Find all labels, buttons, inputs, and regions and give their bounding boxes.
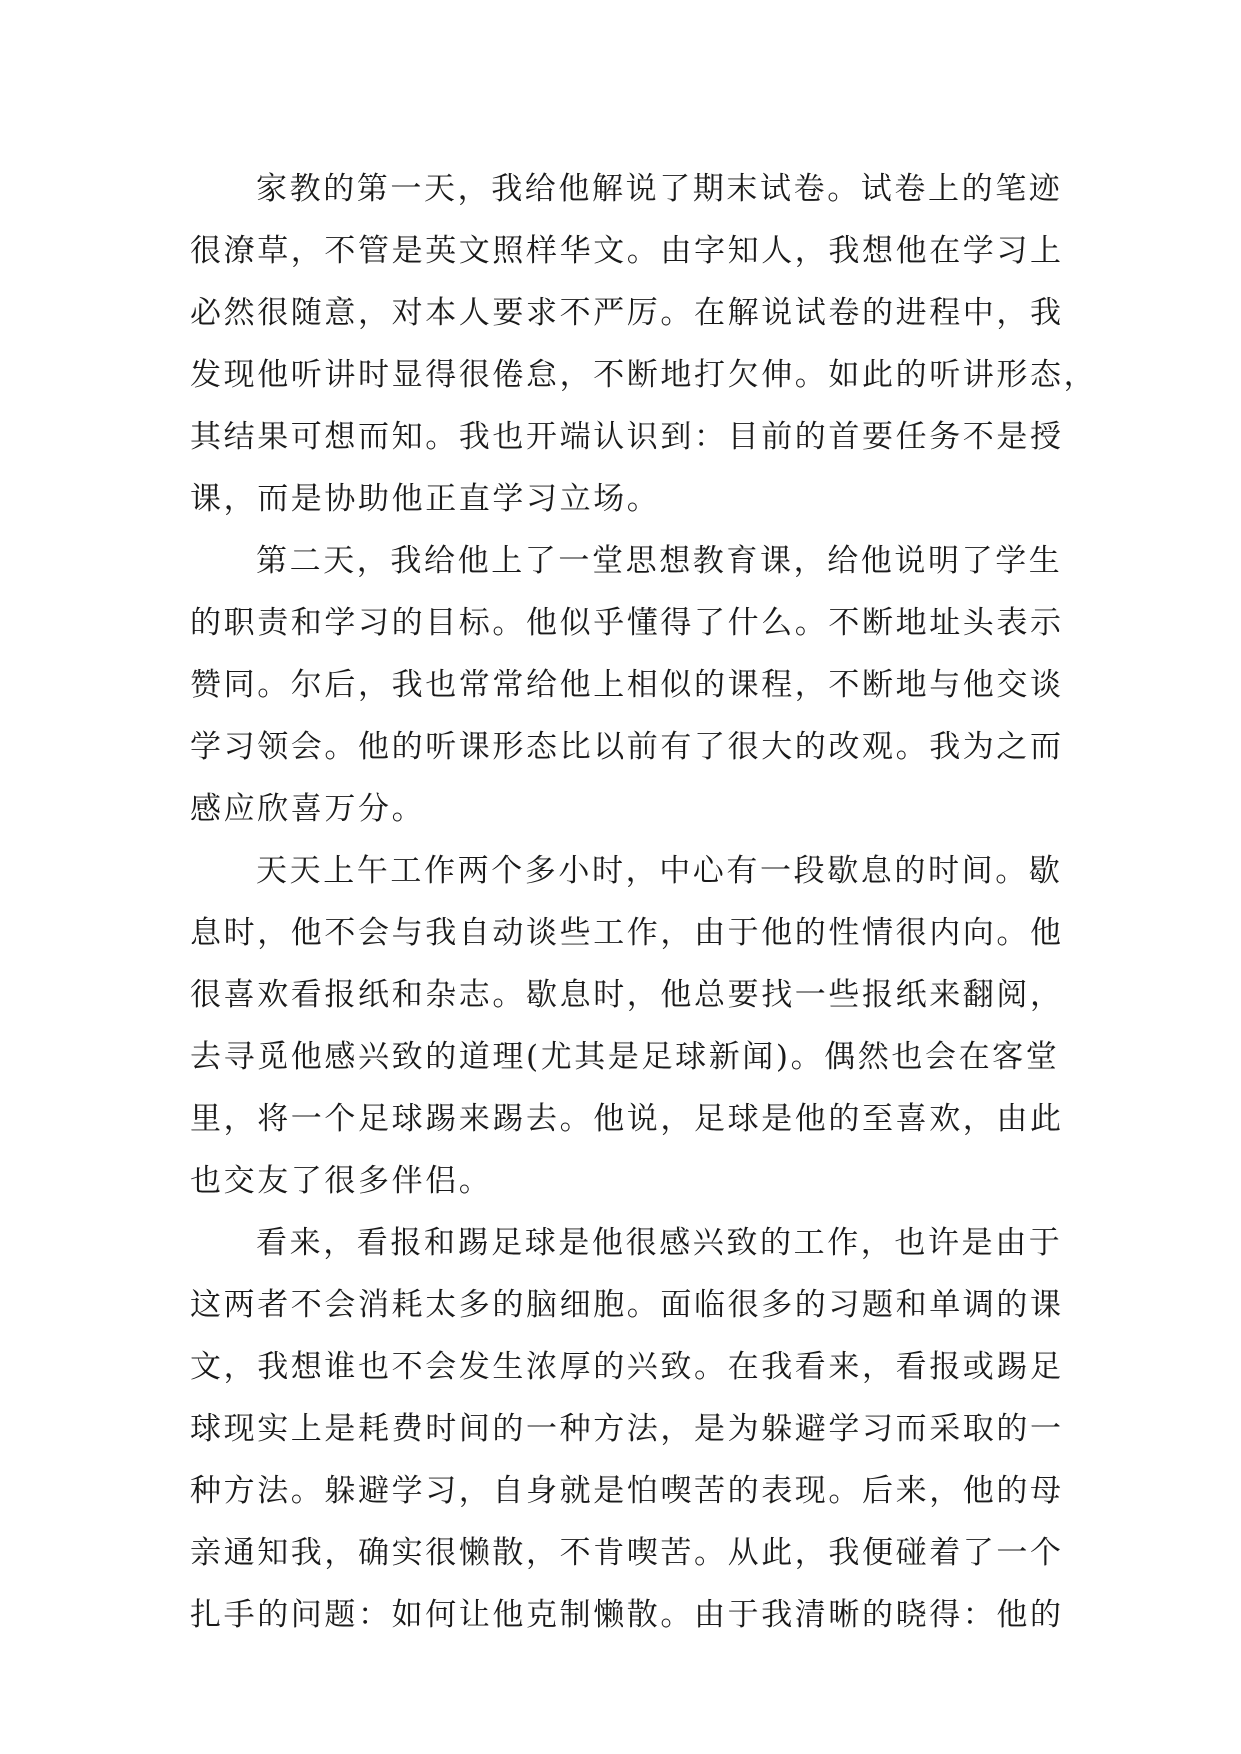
text-line: 息时，他不会与我自动谈些工作，由于他的性情很内向。他 <box>190 915 1064 951</box>
paragraph <box>190 840 1064 1212</box>
paragraph <box>190 530 1064 840</box>
text-line: 第二天，我给他上了一堂思想教育课，给他说明了学生 <box>256 543 1063 579</box>
text-line: 球现实上是耗费时间的一种方法，是为躲避学习而采取的一 <box>190 1411 1064 1447</box>
text-line: 也交友了很多伴侣。 <box>190 1163 493 1199</box>
text-line: 文，我想谁也不会发生浓厚的兴致。在我看来，看报或踢足 <box>190 1349 1064 1385</box>
text-line: 感应欣喜万分。 <box>190 791 426 827</box>
text-line: 很喜欢看报纸和杂志。歇息时，他总要找一些报纸来翻阅， <box>190 977 1064 1013</box>
paragraph <box>190 158 1098 530</box>
text-line: 这两者不会消耗太多的脑细胞。面临很多的习题和单调的课 <box>190 1287 1064 1323</box>
text-line: 课，而是协助他正直学习立场。 <box>190 481 661 517</box>
text-line: 学习领会。他的听课形态比以前有了很大的改观。我为之而 <box>190 729 1064 765</box>
text-line: 赞同。尔后，我也常常给他上相似的课程，不断地与他交谈 <box>190 667 1064 703</box>
paragraph <box>190 1212 1064 1646</box>
text-line: 其结果可想而知。我也开端认识到：目前的首要任务不是授 <box>190 419 1064 455</box>
text-line: 家教的第一天，我给他解说了期末试卷。试卷上的笔迹 <box>256 171 1063 207</box>
text-line: 发现他听讲时显得很倦怠，不断地打欠伸。如此的听讲形态， <box>190 357 1098 393</box>
text-line: 必然很随意，对本人要求不严厉。在解说试卷的进程中，我 <box>190 295 1064 331</box>
document-body <box>190 158 1098 1646</box>
text-line: 的职责和学习的目标。他似乎懂得了什么。不断地址头表示 <box>190 605 1064 641</box>
text-line: 种方法。躲避学习，自身就是怕喫苦的表现。后来，他的母 <box>190 1473 1064 1509</box>
text-line: 去寻觅他感兴致的道理(尤其是足球新闻)。偶然也会在客堂 <box>190 1039 1060 1075</box>
text-line: 扎手的问题：如何让他克制懒散。由于我清晰的晓得：他的 <box>190 1597 1064 1633</box>
text-line: 天天上午工作两个多小时，中心有一段歇息的时间。歇 <box>256 853 1063 889</box>
text-line: 很潦草，不管是英文照样华文。由字知人，我想他在学习上 <box>190 233 1064 269</box>
text-line: 里，将一个足球踢来踢去。他说，足球是他的至喜欢，由此 <box>190 1101 1064 1137</box>
text-line: 看来，看报和踢足球是他很感兴致的工作，也许是由于 <box>256 1225 1063 1261</box>
text-line: 亲通知我，确实很懒散，不肯喫苦。从此，我便碰着了一个 <box>190 1535 1064 1571</box>
